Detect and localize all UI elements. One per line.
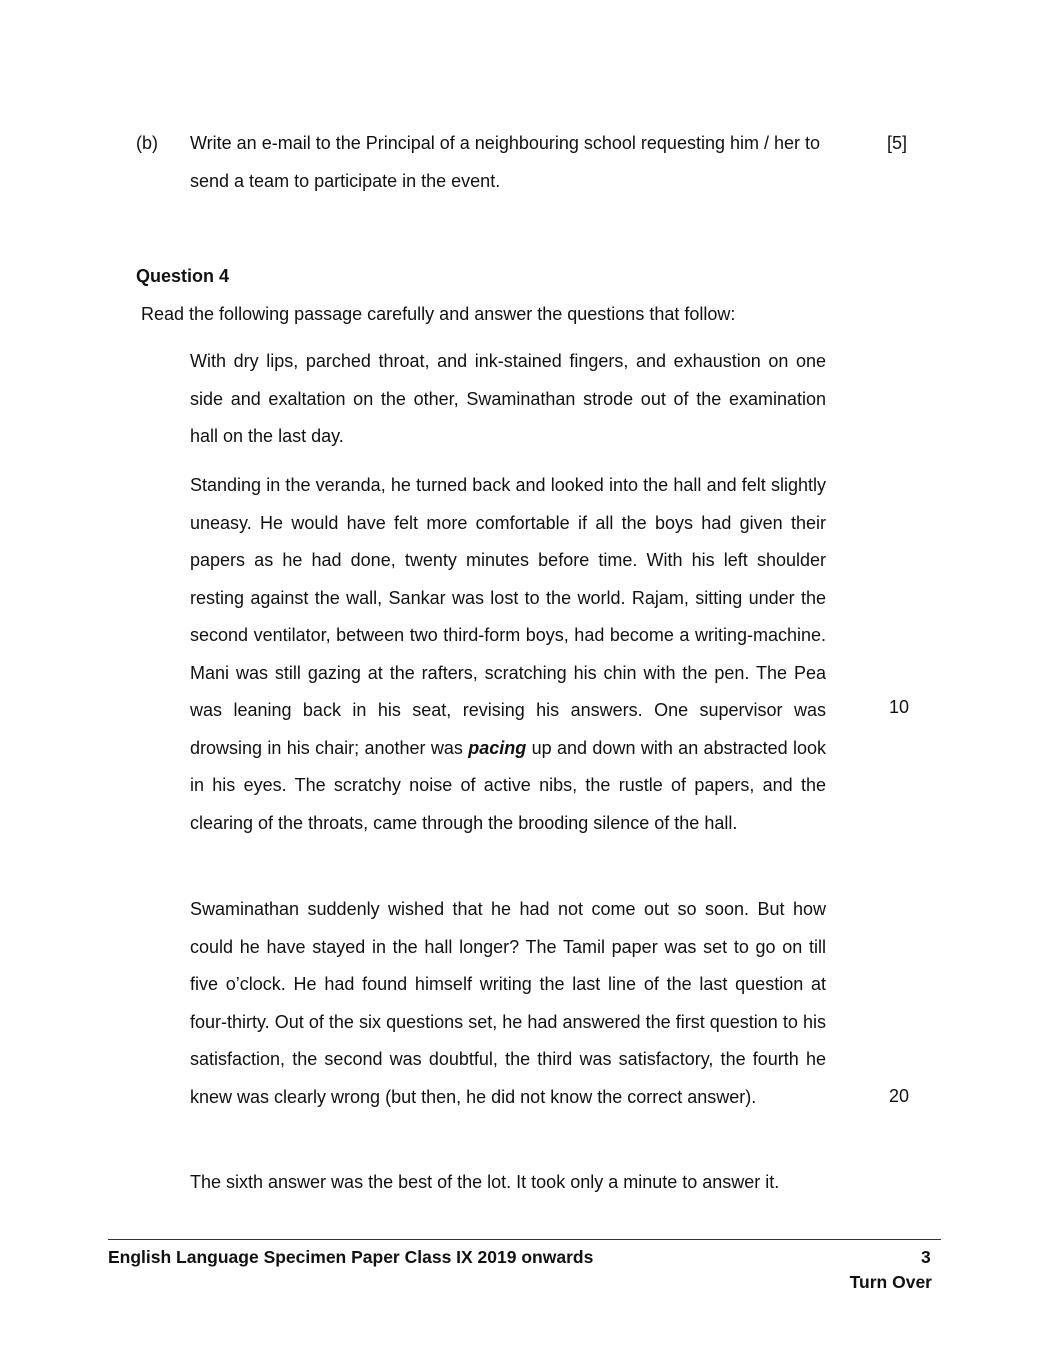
paragraph-2-text-start: Standing in the veranda, he turned back and looked into the hall and felt slightly uneasy. He would have felt more comfortable if all the boys had given their papers as he had done, twenty minutes before time. With his left shoulder resting against the wall, Sankar was lost to the world. Rajam, sitting under the second ventilator, between two third-form boys, had become a writing-machine. Mani was still gazing at the rafters, scratching his chin with the pen. The Pea was leaning back in his seat, revising his answers. One supervisor was drowsing in his chair; another was (190, 475, 826, 758)
part-b-marks: [5] (887, 133, 908, 153)
page-number: 3 (921, 1247, 931, 1267)
line-number-20: 20 (889, 1086, 910, 1106)
emphasised-word: pacing (468, 737, 527, 758)
footer-divider (108, 1239, 941, 1240)
part-b-label: (b) (136, 133, 158, 153)
passage-paragraph-2 (190, 467, 826, 842)
question-heading: Question 4 (136, 266, 230, 286)
part-b-text: Write an e-mail to the Principal of a neighbouring school requesting him / her to send a team to participate in the event. (190, 133, 821, 191)
footer-title: English Language Specimen Paper Class IX 2019 onwards (108, 1247, 594, 1267)
line-number-10: 10 (889, 697, 910, 717)
passage-paragraph-1: With dry lips, parched throat, and ink-stained fingers, and exhaustion on one side and exaltation on the other, Swaminathan strode out of the examination hall on the last day. (190, 351, 826, 446)
question-instruction: Read the following passage carefully and answer the questions that follow: (141, 304, 736, 324)
passage-paragraph-3: Swaminathan suddenly wished that he had not come out so soon. But how could he have stayed in the hall longer? The Tamil paper was set to go on till five o’clock. He had found himself writing the last line of the last question at four-thirty. Out of the six questions set, he had answered the first question to his satisfaction, the second was doubtful, the third was satisfactory, the fourth he knew was clearly wrong (but then, he did not know the correct answer). (190, 899, 826, 1107)
passage-paragraph-4: The sixth answer was the best of the lot. It took only a minute to answer it. (190, 1172, 780, 1192)
turn-over-label: Turn Over (849, 1272, 932, 1292)
paragraph-2-text-end: up and down with an abstracted look in his eyes. The scratchy noise of active nibs, the rustle of papers, and the clearing of the throats, came through the brooding silence of the hall. (190, 737, 826, 833)
